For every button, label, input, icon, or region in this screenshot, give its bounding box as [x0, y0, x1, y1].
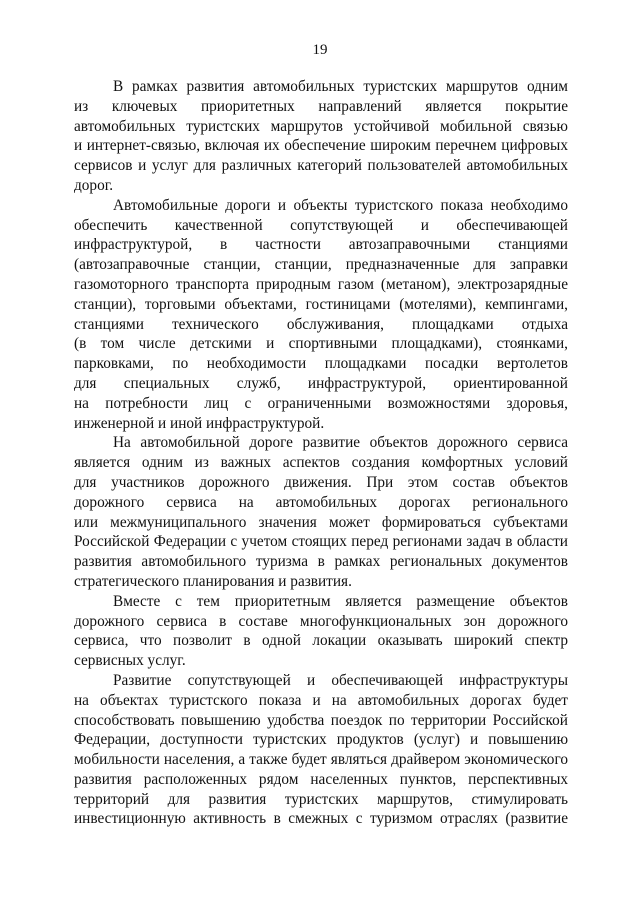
text-line: дорожного сервиса в составе многофункциональных зон дорожного [74, 612, 568, 630]
text-line: дорог. [74, 176, 114, 194]
paragraph-4 [74, 592, 568, 671]
text-line: Развитие сопутствующей и обеспечивающей инфраструктуры [113, 671, 568, 689]
text-line: и интернет-связью, включая их обеспечение широким перечнем цифровых [74, 137, 568, 155]
text-line: Вместе с тем приоритетным является размещение объектов [113, 592, 568, 610]
text-line: развития автомобильного туризма в рамках региональных документов [74, 553, 568, 571]
text-line: на потребности лиц с ограниченными возможностями здоровья, [74, 394, 568, 412]
text-line: газомоторного транспорта природным газом (метаном), электрозарядные [74, 275, 568, 293]
text-line: из ключевых приоритетных направлений является покрытие [74, 97, 568, 115]
paragraph-5 [74, 671, 568, 829]
text-line: развития расположенных рядом населенных пунктов, перспективных [74, 770, 568, 788]
text-line: или межмуниципального значения может формироваться субъектами [74, 513, 568, 531]
text-line: обеспечить качественной сопутствующей и обеспечивающей [74, 216, 568, 234]
text-line: сервисных услуг. [74, 652, 186, 670]
text-line: территорий для развития туристских маршрутов, стимулировать [74, 790, 568, 808]
text-line: станциями технического обслуживания, площадками отдыха [74, 315, 568, 333]
text-line: способствовать повышению удобства поездок по территории Российской [74, 711, 568, 729]
page-number: 19 [312, 42, 328, 58]
text-line: на объектах туристского показа и на автомобильных дорогах будет [74, 691, 568, 709]
text-line: (автозаправочные станции, станции, предназначенные для заправки [74, 256, 568, 274]
text-line: мобильности населения, а также будет являться драйвером экономического [74, 751, 568, 769]
text-line: Федерации, доступности туристских продуктов (услуг) и повышению [74, 731, 568, 749]
document-body [74, 77, 568, 829]
text-line: автомобильных туристских маршрутов устойчивой мобильной связью [74, 117, 568, 135]
text-line: сервиса, что позволит в одной локации оказывать широкий спектр [74, 632, 568, 650]
text-line: является одним из важных аспектов создания комфортных условий [74, 454, 568, 472]
text-line: парковками, по необходимости площадками посадки вертолетов [74, 355, 568, 373]
text-line: инженерной и иной инфраструктурой. [74, 414, 325, 432]
text-line: Российской Федерации с учетом стоящих перед регионами задач в области [74, 533, 568, 551]
paragraph-1 [74, 77, 568, 196]
text-line: дорожного сервиса на автомобильных дорогах регионального [74, 493, 568, 511]
text-line: Автомобильные дороги и объекты туристского показа необходимо [113, 196, 568, 214]
text-line: для участников дорожного движения. При этом состав объектов [74, 473, 568, 491]
text-line: На автомобильной дороге развитие объектов дорожного сервиса [113, 434, 568, 452]
text-line: инвестиционную активность в смежных с туризмом отраслях (развитие [74, 810, 568, 828]
text-line: (в том числе детскими и спортивными площадками), стоянками, [74, 335, 568, 353]
text-line: для специальных служб, инфраструктурой, ориентированной [74, 374, 568, 392]
paragraph-3 [74, 433, 568, 591]
text-line: станции), торговыми объектами, гостиницами (мотелями), кемпингами, [74, 295, 568, 313]
text-line: сервисов и услуг для различных категорий пользователей автомобильных [74, 157, 568, 175]
text-line: стратегического планирования и развития. [74, 572, 352, 590]
text-line: инфраструктурой, в частности автозаправочными станциями [74, 236, 568, 254]
text-line: В рамках развития автомобильных туристских маршрутов одним [113, 78, 568, 95]
paragraph-2 [74, 196, 568, 434]
